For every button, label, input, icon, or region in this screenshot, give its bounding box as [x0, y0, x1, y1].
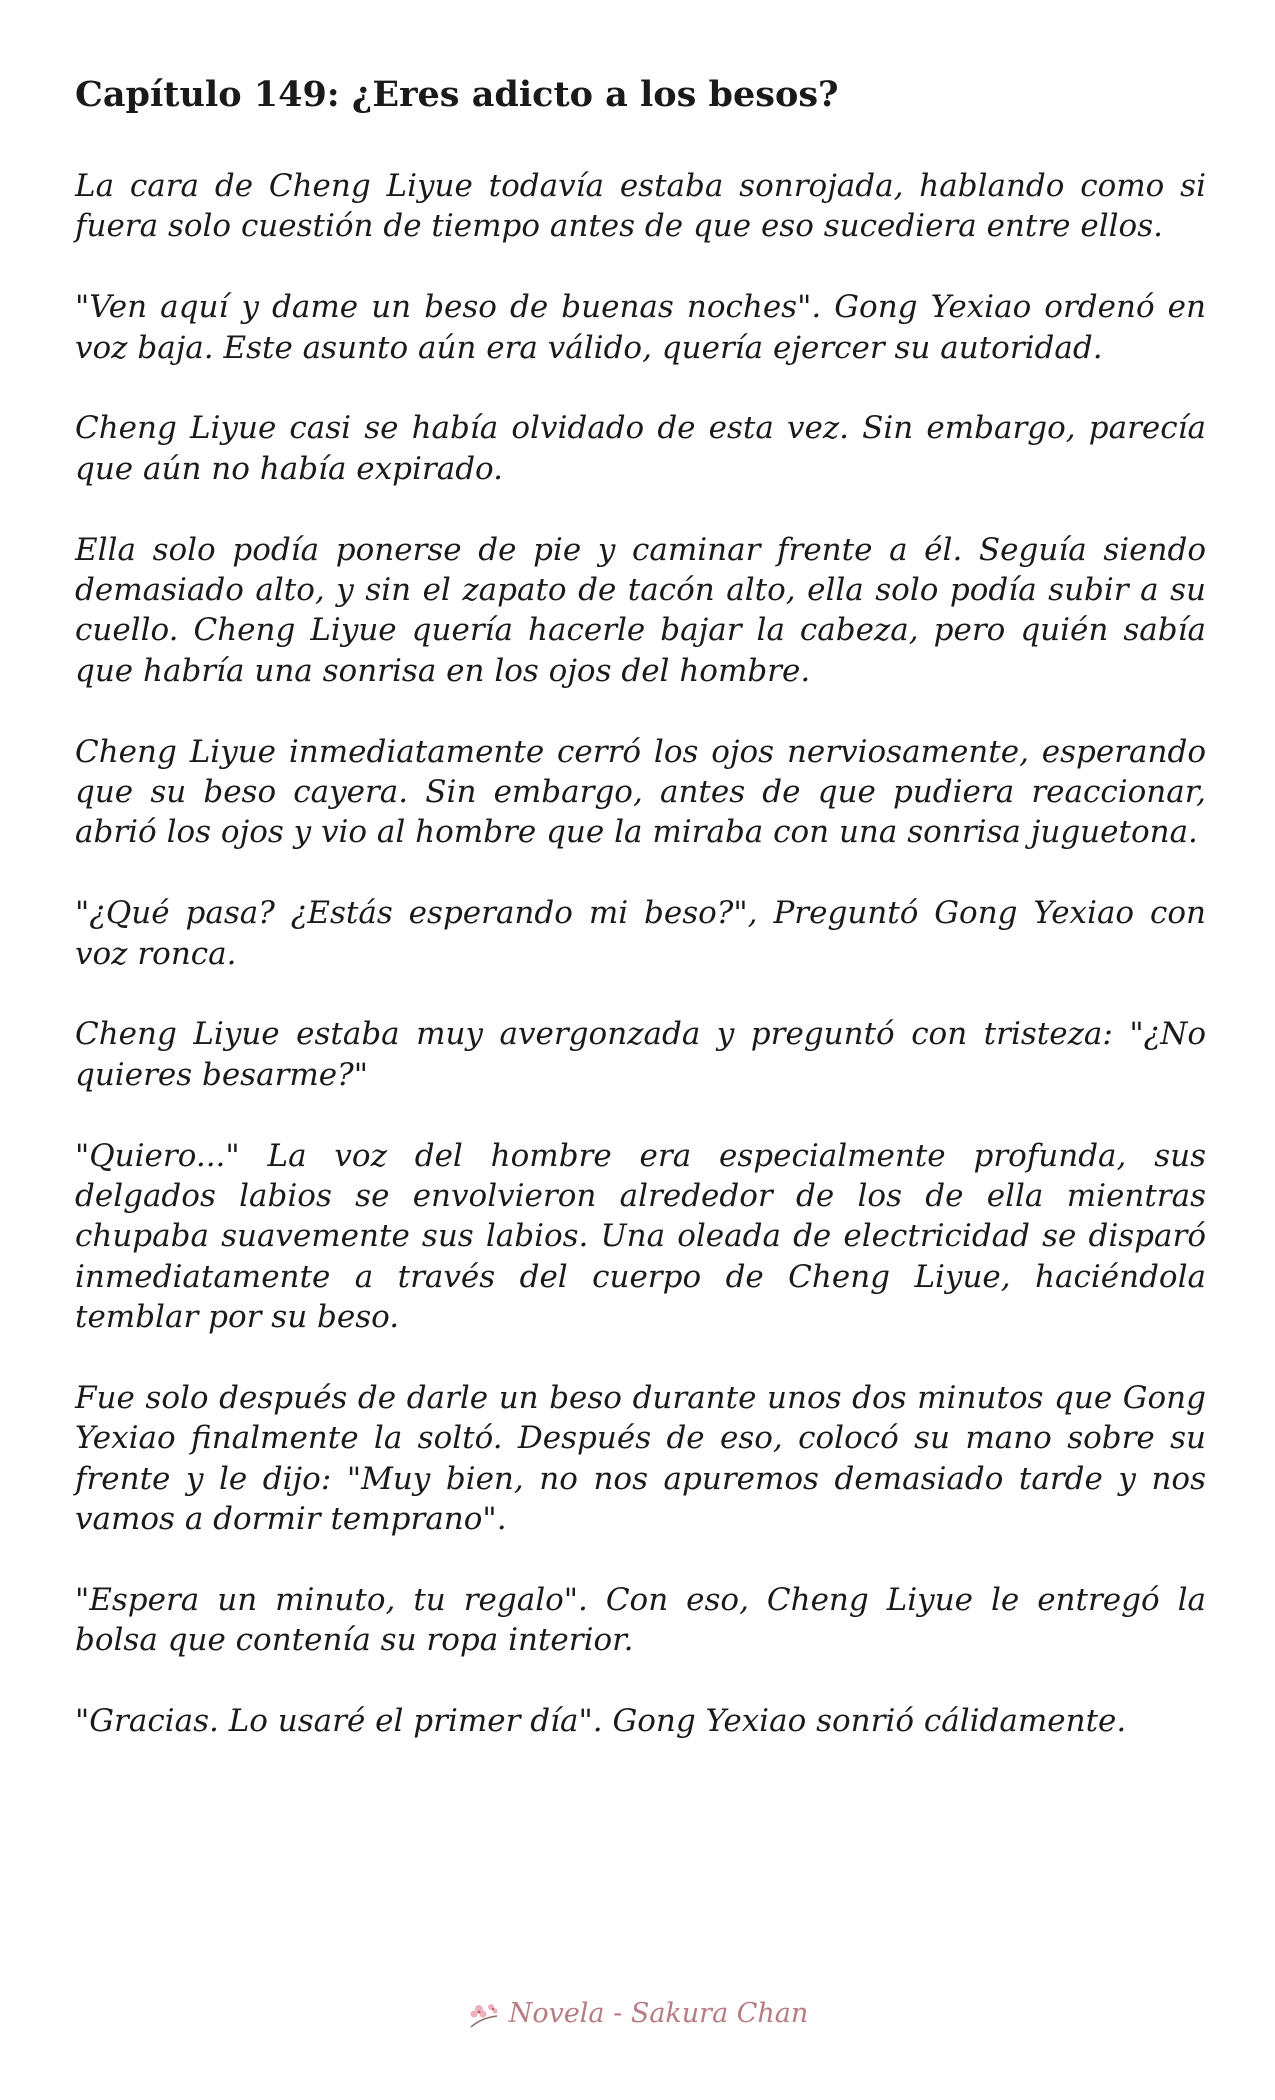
paragraph-1: La cara de Cheng Liyue todavía estaba sonrojada, hablando como si fuera solo cuestión de tiempo antes de que eso sucediera entre ellos. — [75, 168, 1206, 245]
paragraph-10: "Espera un minuto, tu regalo". Con eso, Cheng Liyue le entregó la bolsa que contenía su ropa interior. — [75, 1582, 1206, 1659]
document-page — [75, 72, 1206, 1782]
paragraph-4: Ella solo podía ponerse de pie y caminar frente a él. Seguía siendo demasiado alto, y sin el zapato de tacón alto, ella solo podía subir a su cuello. Cheng Liyue quería hacerle bajar la cabeza, pero quién sabía que habría una sonrisa en los ojos del hombre. — [75, 531, 1206, 689]
footer-watermark — [0, 1998, 1275, 2030]
footer-text: Novela - Sakura Chan — [508, 1998, 809, 2029]
paragraph-5: Cheng Liyue inmediatamente cerró los ojos nerviosamente, esperando que su beso cayera. Sin embargo, antes de que pudiera reaccionar, abrió los ojos y vio al hombre que la miraba con una sonrisa juguetona. — [75, 733, 1206, 851]
paragraph-3: Cheng Liyue casi se había olvidado de esta vez. Sin embargo, parecía que aún no había expirado. — [75, 410, 1206, 487]
paragraph-9: Fue solo después de darle un beso durante unos dos minutos que Gong Yexiao finalmente la soltó. Después de eso, colocó su mano sobre su frente y le dijo: "Muy bien, no nos apuremos demasiado tarde y nos vamos a dormir temprano". — [75, 1380, 1206, 1538]
sakura-flower-icon — [467, 2000, 501, 2030]
paragraph-2: "Ven aquí y dame un beso de buenas noches". Gong Yexiao ordenó en voz baja. Este asunto aún era válido, quería ejercer su autoridad. — [75, 289, 1206, 366]
paragraph-7: Cheng Liyue estaba muy avergonzada y preguntó con tristeza: "¿No quieres besarme?" — [75, 1016, 1206, 1093]
paragraph-8: "Quiero..." La voz del hombre era especialmente profunda, sus delgados labios se envolvieron alrededor de los de ella mientras chupaba suavemente sus labios. Una oleada de electricidad se disparó inmediatamente a través del cuerpo de Cheng Liyue, haciéndola temblar por su beso. — [75, 1137, 1206, 1336]
paragraph-6: "¿Qué pasa? ¿Estás esperando mi beso?", Preguntó Gong Yexiao con voz ronca. — [75, 895, 1206, 972]
paragraph-11: "Gracias. Lo usaré el primer día". Gong Yexiao sonrió cálidamente. — [75, 1703, 1127, 1740]
chapter-title: Capítulo 149: ¿Eres adicto a los besos? — [75, 74, 839, 115]
